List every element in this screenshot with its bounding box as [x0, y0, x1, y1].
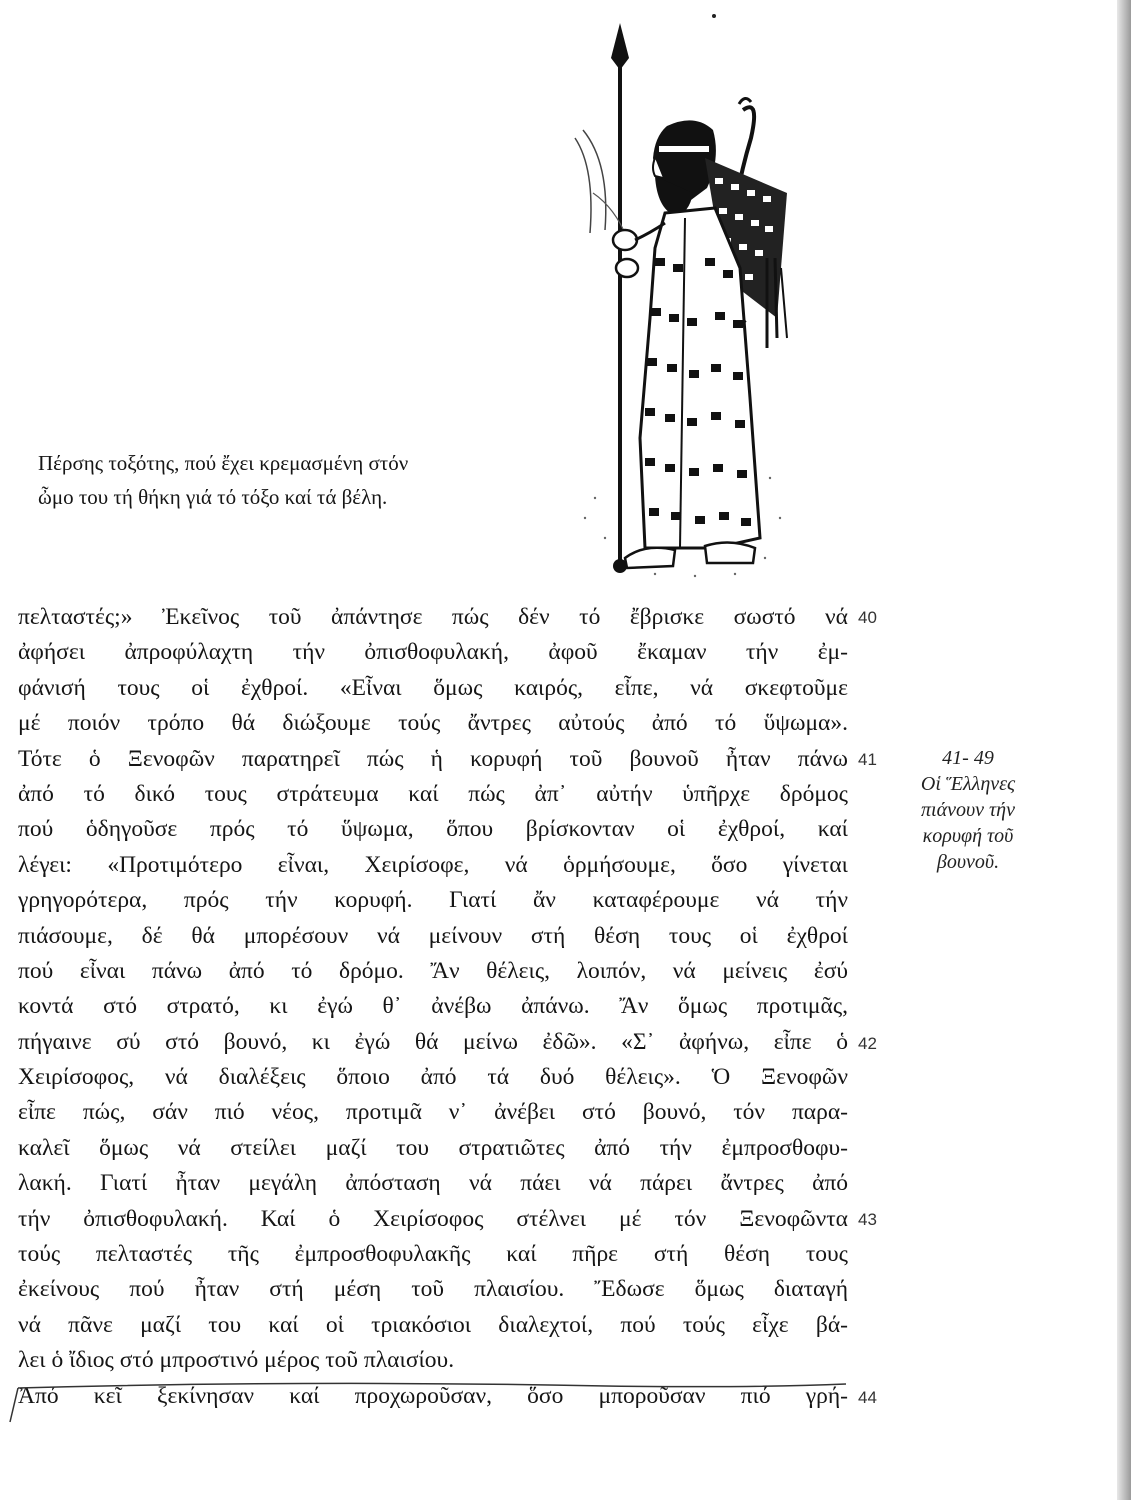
margin-note-line: Οἱ Ἕλληνες: [920, 773, 1016, 795]
text-line: εἶπε πώς, σάν πιό νέος, προτιμᾶ ν᾽ ἀνέβει στό βουνό, τόν παρα-: [18, 1099, 848, 1126]
text-line: νά πᾶνε μαζί του καί οἱ τριακόσιοι διαλεχτοί, πού τούς εἶχε βά-: [18, 1311, 848, 1338]
text-line: λει ὁ ἴδιος στό μπροστινό μέρος τοῦ πλαισίου.: [18, 1347, 455, 1374]
line-number: 41: [858, 750, 877, 769]
text-line: τούς πελταστές τῆς ἐμπροσθοφυλακῆς καί πῆρε στή θέση τους: [18, 1241, 848, 1268]
pencil-bracket-mark: [6, 1378, 856, 1428]
text-line: τήν ὀπισθοφυλακή. Καί ὁ Χειρίσοφος στέλνει μέ τόν Ξενοφῶντα: [18, 1205, 848, 1232]
persian-archer-icon: [555, 18, 825, 583]
page-edge-shadow: [1117, 0, 1131, 1500]
text-line: γρηγορότερα, πρός τήν κορυφή. Γιατί ἄν καταφέρουμε νά τήν: [18, 887, 848, 914]
text-line: λέγει: «Προτιμότερο εἶναι, Χειρίσοφε, νά ὁρμήσουμε, ὅσο γίνεται: [18, 851, 848, 878]
text-line: ἀφήσει ἀπροφύλαχτη τήν ὀπισθοφυλακή, ἀφοῦ ἔκαμαν τήν ἐμ-: [18, 639, 848, 666]
text-line: πιάσουμε, δέ θά μπορέσουν νά μείνουν στή θέση τους οἱ ἐχθροί: [18, 922, 848, 949]
line-number: 42: [858, 1034, 877, 1053]
text-line: κοντά στό στρατό, κι ἐγώ θ᾽ ἀνέβω ἀπάνω. Ἄν ὅμως προτιμᾶς,: [18, 993, 848, 1020]
margin-note-range: 41- 49: [942, 747, 994, 769]
margin-note-line: βουνοῦ.: [936, 851, 1000, 873]
line-number: 43: [858, 1210, 877, 1229]
text-line: πού εἶναι πάνω ἀπό τό δρόμο. Ἄν θέλεις, λοιπόν, νά μείνεις ἐσύ: [18, 957, 848, 984]
illustration-caption: [38, 446, 558, 514]
text-line: φάνισή τους οἱ ἐχθροί. «Εἶναι ὅμως καιρός, εἶπε, νά σκεφτοῦμε: [18, 674, 848, 701]
caption-line: ὦμο του τή θήκη γιά τό τόξο καί τά βέλη.: [38, 485, 388, 509]
line-number: 44: [858, 1388, 877, 1407]
persian-archer-illustration: [555, 18, 825, 583]
text-line: καλεῖ ὅμως νά στείλει μαζί του στρατιῶτες ἀπό τήν ἐμπροσθοφυ-: [18, 1134, 848, 1161]
body-text: [18, 600, 848, 1414]
caption-line: Πέρσης τοξότης, πού ἔχει κρεμασμένη στόν: [38, 451, 409, 475]
margin-note-line: πιάνουν τήν: [921, 799, 1015, 821]
text-line: λακή. Γιατί ἦταν μεγάλη ἀπόσταση νά πάει νά πάρει ἄντρες ἀπό: [18, 1170, 848, 1197]
line-number: 40: [858, 608, 877, 627]
text-line: ἐκείνους πού ἦταν στή μέση τοῦ πλαισίου. Ἔδωσε ὅμως διαταγή: [18, 1276, 848, 1303]
text-line: μέ ποιόν τρόπο θά διώξουμε τούς ἄντρες αὐτούς ἀπό τό ὕψωμα».: [18, 710, 848, 737]
text-line: ἀπό τό δικό τους στράτευμα καί πώς ἀπ᾽ αὐτήν ὑπῆρχε δρόμος: [18, 780, 848, 807]
text-line: πελταστές;» Ἐκεῖνος τοῦ ἀπάντησε πώς δέν τό ἔβρισκε σωστό νά: [18, 604, 848, 630]
margin-note: [868, 745, 1068, 875]
text-line: πήγαινε σύ στό βουνό, κι ἐγώ θά μείνω ἐδῶ». «Σ᾽ ἀφήνω, εἶπε ὁ: [18, 1028, 848, 1055]
text-line: πού ὁδηγοῦσε πρός τό ὕψωμα, ὅπου βρίσκονταν οἱ ἐχθροί, καί: [18, 816, 848, 843]
margin-note-line: κορυφή τοῦ: [922, 825, 1014, 847]
text-line: Χειρίσοφος, νά διαλέξεις ὅποιο ἀπό τά δυό θέλεις». Ὁ Ξενοφῶν: [18, 1064, 848, 1091]
text-line: Ἀπό κεῖ ξεκίνησαν καί προχωροῦσαν, ὅσο μποροῦσαν πιό γρή-: [18, 1382, 848, 1409]
text-line: Τότε ὁ Ξενοφῶν παρατηρεῖ πώς ἡ κορυφή τοῦ βουνοῦ ἦταν πάνω: [18, 745, 848, 772]
